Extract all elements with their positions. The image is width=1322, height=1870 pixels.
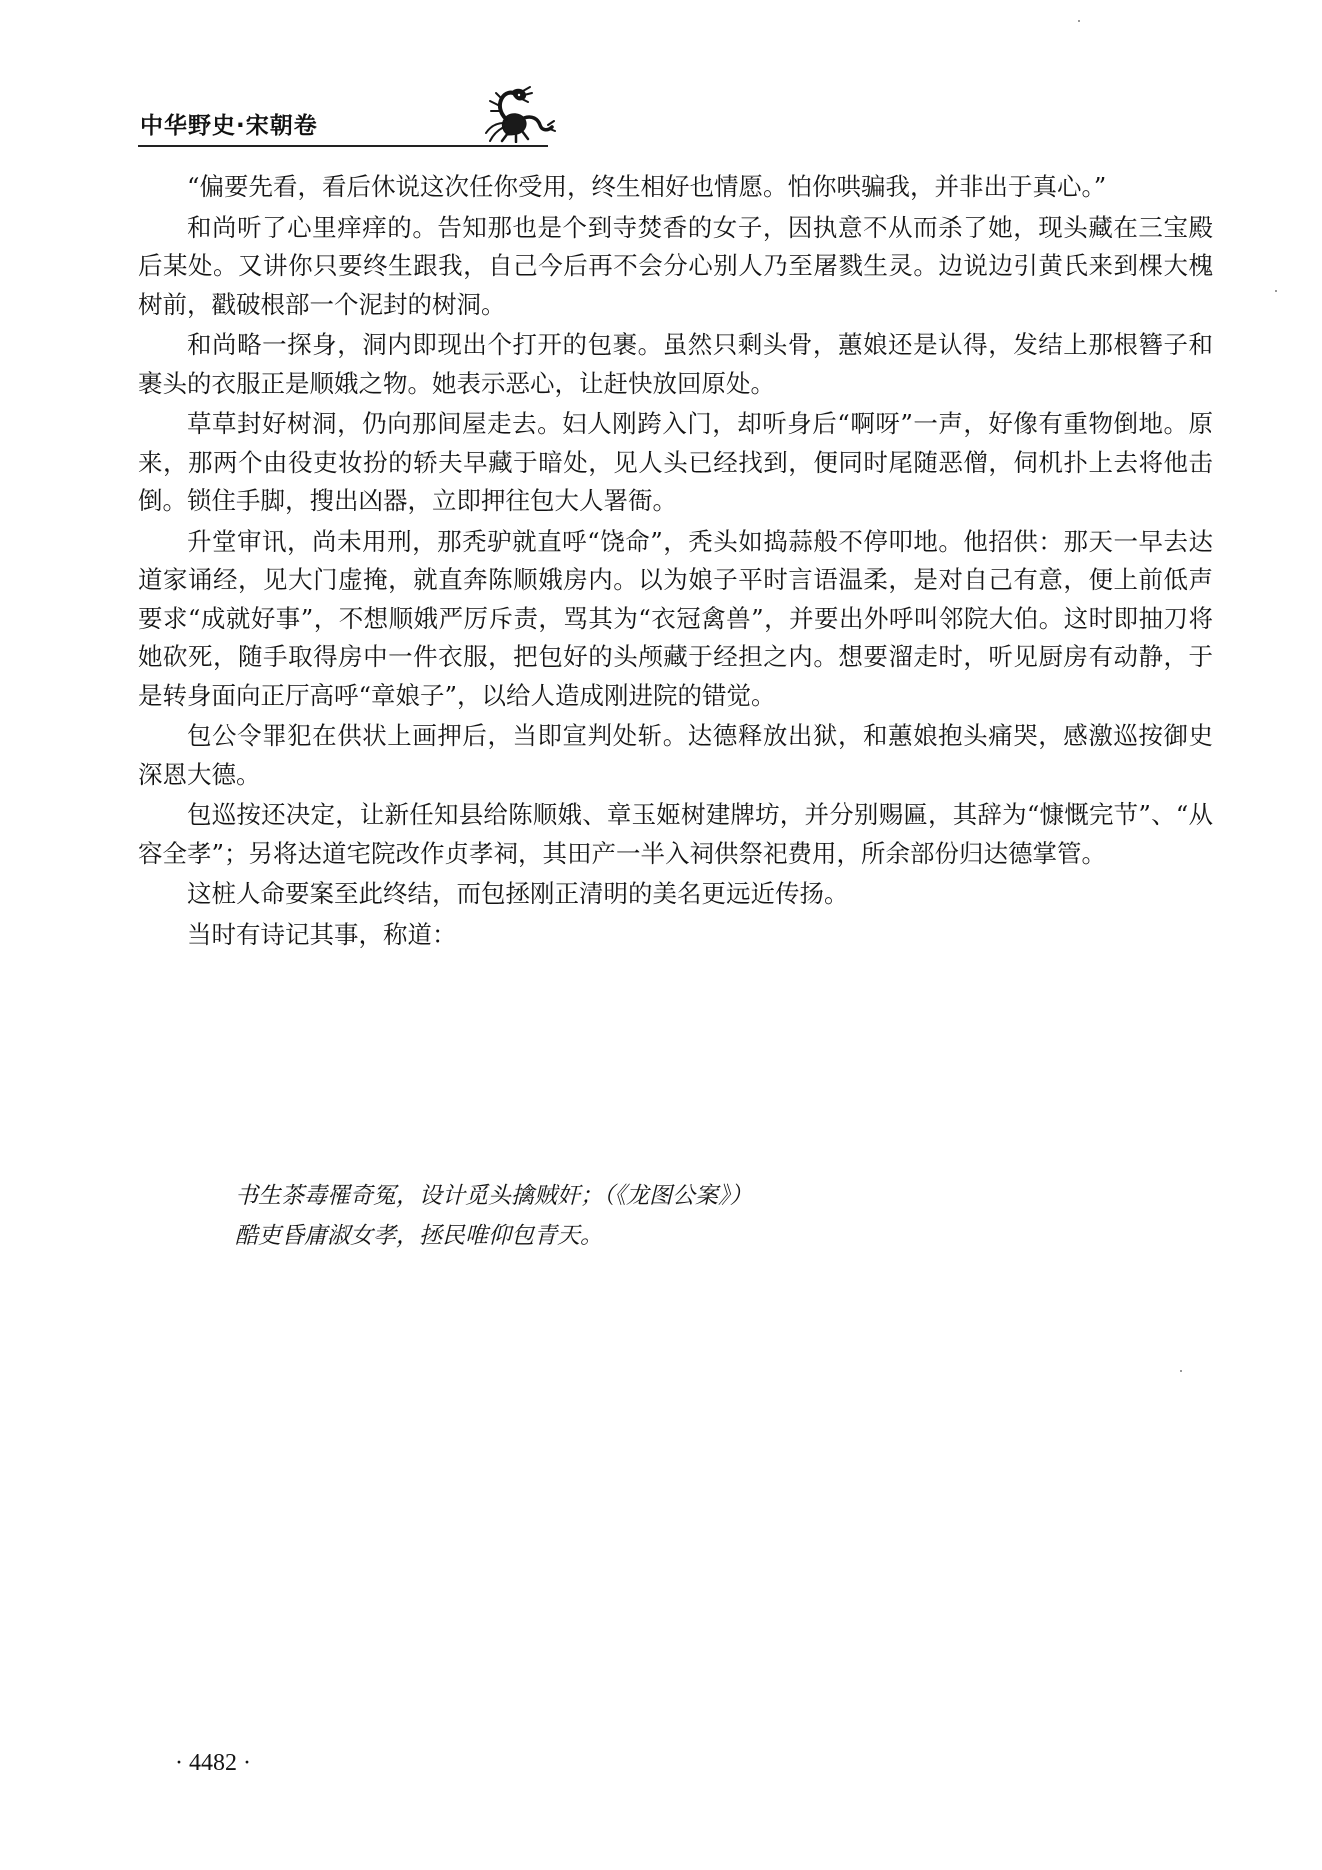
header-rule <box>138 145 548 147</box>
paragraph: 草草封好树洞，仍向那间屋走去。妇人刚跨入门，却听身后“啊呀”一声，好像有重物倒地。原来，那两个由役吏妆扮的轿夫早藏于暗处，见人头已经找到，便同时尾随恶僧，伺机扑上去将他击倒。锁住手脚，搜出凶器，立即押往包大人署衙。 <box>138 409 1213 515</box>
dragon-icon <box>478 85 556 143</box>
paragraph: 这桩人命要案至此终结，而包拯刚正清明的美名更远近传扬。 <box>187 879 849 908</box>
running-header <box>138 85 558 155</box>
scan-speck <box>1078 20 1080 22</box>
paragraph: 包巡按还决定，让新任知县给陈顺娥、章玉姬树建牌坊，并分别赐匾，其辞为“慷慨完节”、“从容全孝”；另将达道宅院改作贞孝祠，其田产一半入祠供祭祀费用，所余部份归达德掌管。 <box>138 800 1213 868</box>
paragraph: 升堂审讯，尚未用刑，那秃驴就直呼“饶命”，秃头如捣蒜般不停叩地。他招供：那天一早去达道家诵经，见大门虚掩，就直奔陈顺娥房内。以为娘子平时言语温柔，是对自己有意，便上前低声要求“成就好事”，不想顺娥严厉斥责，骂其为“衣冠禽兽”，并要出外呼叫邻院大伯。这时即抽刀将她砍死，随手取得房中一件衣服，把包好的头颅藏于经担之内。想要溜走时，听见厨房有动静，于是转身面向正厅高呼“章娘子”，以给人造成刚进院的错觉。 <box>138 526 1213 710</box>
paragraph: 当时有诗记其事，称道： <box>187 919 457 949</box>
page-number: · 4482 · <box>175 1750 251 1776</box>
poem <box>235 1176 1135 1256</box>
paragraph: 和尚略一探身，洞内即现出个打开的包裹。虽然只剩头骨，蕙娘还是认得，发结上那根簪子和裹头的衣服正是顺娥之物。她表示恶心，让赶快放回原处。 <box>138 330 1213 398</box>
paragraph: 包公令罪犯在供状上画押后，当即宣判处斩。达德释放出狱，和蕙娘抱头痛哭，感激巡按御史深恩大德。 <box>138 721 1213 789</box>
book-title: 中华野史·宋朝卷 <box>140 113 318 139</box>
scan-speck <box>1180 1370 1182 1372</box>
scan-speck <box>1275 290 1277 292</box>
main-text <box>138 168 1213 956</box>
poem-line: 书生茶毒罹奇冤，设计觅头擒贼奸；（《龙图公案》） <box>235 1183 753 1209</box>
paragraph: “偏要先看，看后休说这次任你受用，终生相好也情愿。怕你哄骗我，并非出于真心。” <box>187 172 1107 201</box>
poem-line: 酷吏昏庸淑女孝，拯民唯仰包青天。 <box>235 1223 603 1249</box>
paragraph: 和尚听了心里痒痒的。告知那也是个到寺焚香的女子，因执意不从而杀了她，现头藏在三宝殿后某处。又讲你只要终生跟我，自己今后再不会分心别人乃至屠戮生灵。边说边引黄氏来到棵大槐树前，戳破根部一个泥封的树洞。 <box>138 212 1213 319</box>
